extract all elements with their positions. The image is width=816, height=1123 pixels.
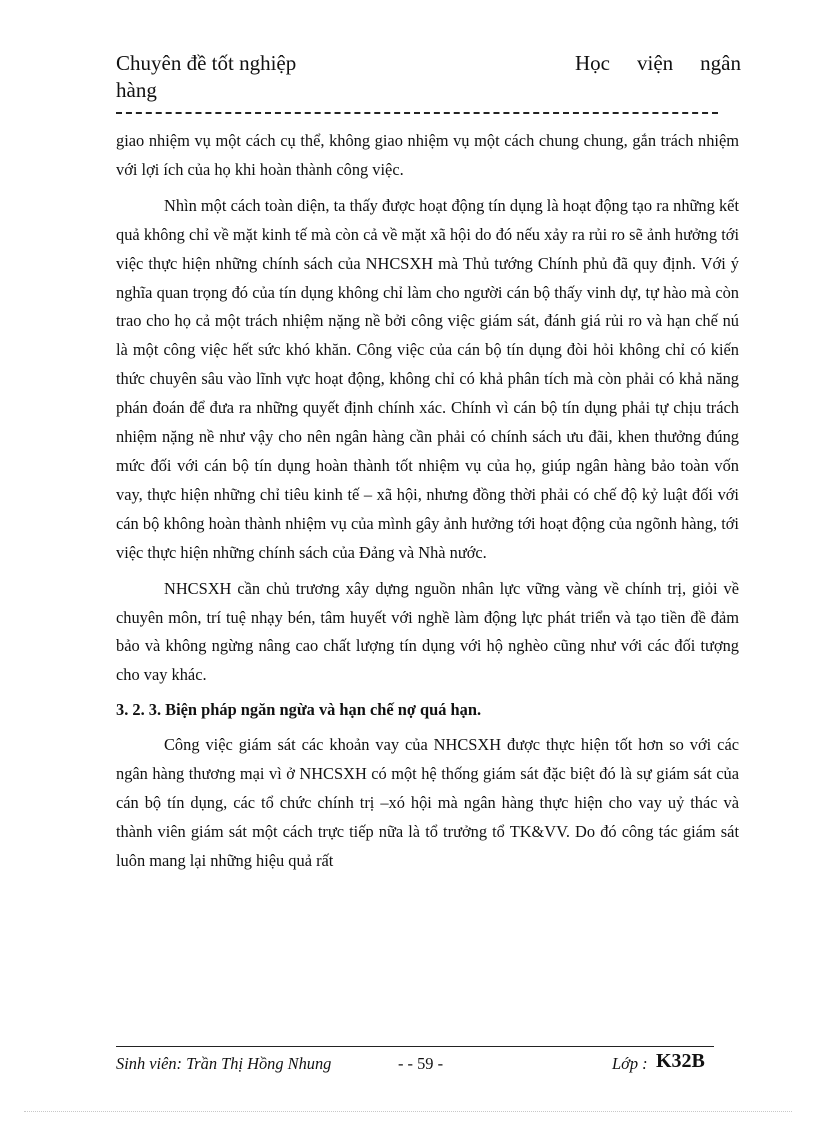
- footer-class-label: Lớp :: [612, 1054, 648, 1073]
- paragraph: Công việc giám sát các khoản vay của NHCSXH được thực hiện tốt hơn so với các ngân hàng thương mại vì ở NHCSXH có một hệ thống giám sát đặc biệt đó là sự giám sát của cán bộ tín dụng, các tổ chức chính trị –xó hội mà ngân hàng thực hiện cho vay uỷ thác và thành viên giám sát một cách trực tiếp nữa là tổ trưởng tổ TK&VV. Do đó công tác giám sát luôn mang lại những hiệu quả rất: [116, 735, 739, 870]
- header-right-word: viện: [637, 51, 674, 75]
- header-right-word: Học: [575, 51, 610, 75]
- header-dashed-divider: [116, 112, 718, 114]
- footer-divider: [116, 1046, 714, 1047]
- footer-student-name: Sinh viên: Trần Thị Hồng Nhung: [116, 1054, 332, 1073]
- section-heading: 3. 2. 3. Biện pháp ngăn ngừa và hạn chế nợ quá hạn.: [116, 700, 482, 720]
- header-title-left: Chuyên đề tốt nghiệp: [116, 51, 297, 75]
- paragraph: NHCSXH cần chủ trương xây dựng nguồn nhân lực vững vàng về chính trị, giỏi về chuyên môn, trí tuệ nhạy bén, tâm huyết với nghề làm động lực phát triển và tạo tiền đề đảm bảo và không ngừng nâng cao chất lượng tín dụng với hộ nghèo cũng như với các đối tượng cho vay khác.: [116, 578, 739, 685]
- body-text: [116, 127, 739, 876]
- footer-class-value: K32B: [656, 1050, 705, 1072]
- footer-page-number: - - 59 -: [398, 1054, 444, 1073]
- header-title-continuation: hàng: [116, 78, 157, 102]
- header-right-word: ngân: [700, 51, 741, 75]
- paragraph: giao nhiệm vụ một cách cụ thể, không giao nhiệm vụ một cách chung chung, gắn trách nhiệm với lợi ích của họ khi hoàn thành công việc.: [116, 131, 739, 179]
- header-title-right: [575, 50, 741, 77]
- paragraph: Nhìn một cách toàn diện, ta thấy được hoạt động tín dụng là hoạt động tạo ra những kết quả không chỉ về mặt kinh tế mà còn cả về mặt xã hội do đó nếu xảy ra rủi ro sẽ ảnh hưởng tới việc thực hiện những chính sách của NHCSXH mà Thủ tướng Chính phủ đã quy định. Với ý nghĩa quan trọng đó của tín dụng không chỉ làm cho người cán bộ thấy vinh dự, tự hào mà còn trao cho họ cả một trách nhiệm nặng nề bởi công việc giám sát, đánh giá rủi ro và hạn chế nú là một công việc hết sức khó khăn. Công việc của cán bộ tín dụng đòi hỏi không chỉ có kiến thức chuyên sâu vào lĩnh vực hoạt động, không chỉ có khả phân tích mà còn phải có khả năng phán đoán để đưa ra những quyết định chính xác. Chính vì cán bộ tín dụng phải tự chịu trách nhiệm nặng nề như vậy cho nên ngân hàng cần phải có chính sách ưu đãi, khen thưởng đúng mức đối với cán bộ tín dụng hoàn thành tốt nhiệm vụ của họ, giúp ngân hàng bảo toàn vốn vay, thực hiện những chỉ tiêu kinh tế – xã hội, nhưng đồng thời phải có chế độ kỷ luật đối với cán bộ không hoàn thành nhiệm vụ của mình gây ảnh hưởng tới hoạt động của ngõnh hàng, tới việc thực hiện những chính sách của Đảng và Nhà nước.: [116, 195, 739, 562]
- page-bottom-dotted-border: [24, 1111, 792, 1112]
